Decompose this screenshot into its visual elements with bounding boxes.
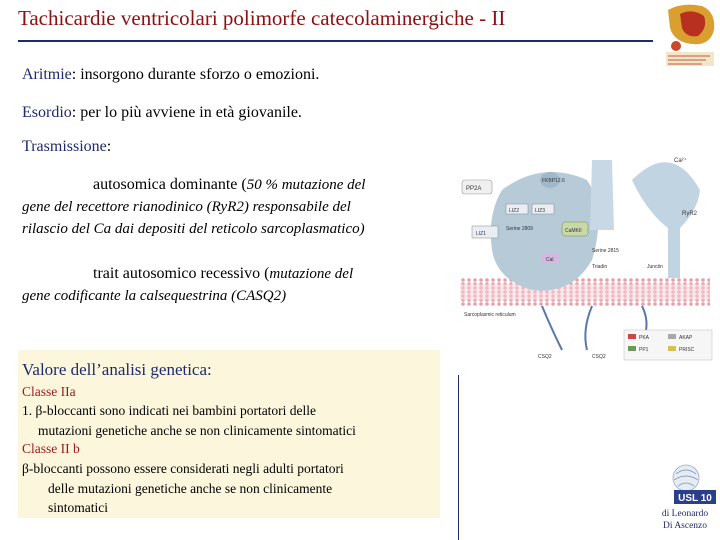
label-serine2809: Serine 2809 [506,226,533,232]
recessivo-line1 [93,265,353,283]
dominante-line2: gene del recettore rianodinico (RyR2) responsabile del [22,199,351,215]
classe-iib-item-line1: β-bloccanti possono essere considerati negli adulti portatori [22,461,344,476]
genetic-analysis-title: Valore dell’analisi genetica: [22,360,212,379]
classe-iia-item-number: 1. [22,403,33,418]
label-csq2-b: CSQ2 [592,354,606,360]
ryr2-complex-figure [442,150,717,365]
esordio-line [22,104,302,122]
label-serine2815: Serine 2815 [592,248,619,254]
aritmie-line [22,66,319,84]
dominante-line3: rilascio del Ca dai depositi del reticolo sarcoplasmatico) [22,221,365,237]
classe-iia-item-line1 [22,403,316,419]
legend-akap: AKAP [679,335,693,341]
classe-iib-item-line3: sintomatici [48,500,108,515]
label-pp2a: PP2A [466,186,482,192]
dominante-lead: autosomica dominante ( [93,176,247,193]
label-liz3: LIZ3 [535,208,546,214]
label-camkii: CaMKII [565,228,582,234]
aritmie-label: Aritmie [22,66,72,83]
label-ca: Ca²⁺ [674,158,687,164]
aritmie-text: : insorgono durante sforzo o emozioni. [71,66,320,83]
label-csq2-a: CSQ2 [538,354,552,360]
dominante-line1 [93,176,365,194]
classe-iib-label: Classe II b [22,441,80,456]
page-title: Tachicardie ventricolari polimorfe catecolaminergiche - II [18,6,506,30]
label-sr: Sarcoplasmic reticulum [464,312,516,318]
esordio-text: : per lo più avviene in età giovanile. [71,104,302,121]
classe-iib-item-line2: delle mutazioni genetiche anche se non clinicamente [48,481,333,496]
label-liz2: LIZ2 [509,208,520,214]
label-junctin: Junctin [647,264,663,270]
dominante-text1: 50 % mutazione del [246,177,366,193]
classe-iia-item-line2: mutazioni genetiche anche se non clinicamente sintomatici [38,423,356,438]
label-ryr2: RyR2 [682,211,698,217]
author-line1: di Leonardo [661,509,709,519]
trasmissione-line [22,138,111,156]
legend-pp1: PP1 [639,347,649,353]
label-fkbp: FKBP12.6 [542,178,565,184]
label-triadin: Triadin [592,264,608,270]
classe-iia-item-text1: β-bloccanti sono indicati nei bambini portatori delle [35,403,317,418]
trasmissione-label: Trasmissione [22,138,107,155]
right-divider [458,375,459,540]
recessivo-text1: mutazione del [269,266,354,282]
label-liz1: LIZ1 [476,231,487,237]
label-cal: Cal [546,257,554,263]
trasmissione-colon: : [106,138,112,155]
legend-pka: PKA [639,335,650,341]
author-line2: Di Ascenzo [662,521,708,531]
author-credit [650,508,720,532]
legend-prisc: PRISC [679,347,695,353]
congress-logo [662,0,720,72]
usl-logo-text: USL 10 [678,493,712,504]
recessivo-lead: trait autosomico recessivo ( [93,265,270,282]
recessivo-line2: gene codificante la calsequestrina (CASQ2) [22,288,287,304]
esordio-label: Esordio [22,104,72,121]
usl-logo [664,462,716,508]
classe-iia-label: Classe IIa [22,384,76,399]
title-divider [18,40,653,42]
